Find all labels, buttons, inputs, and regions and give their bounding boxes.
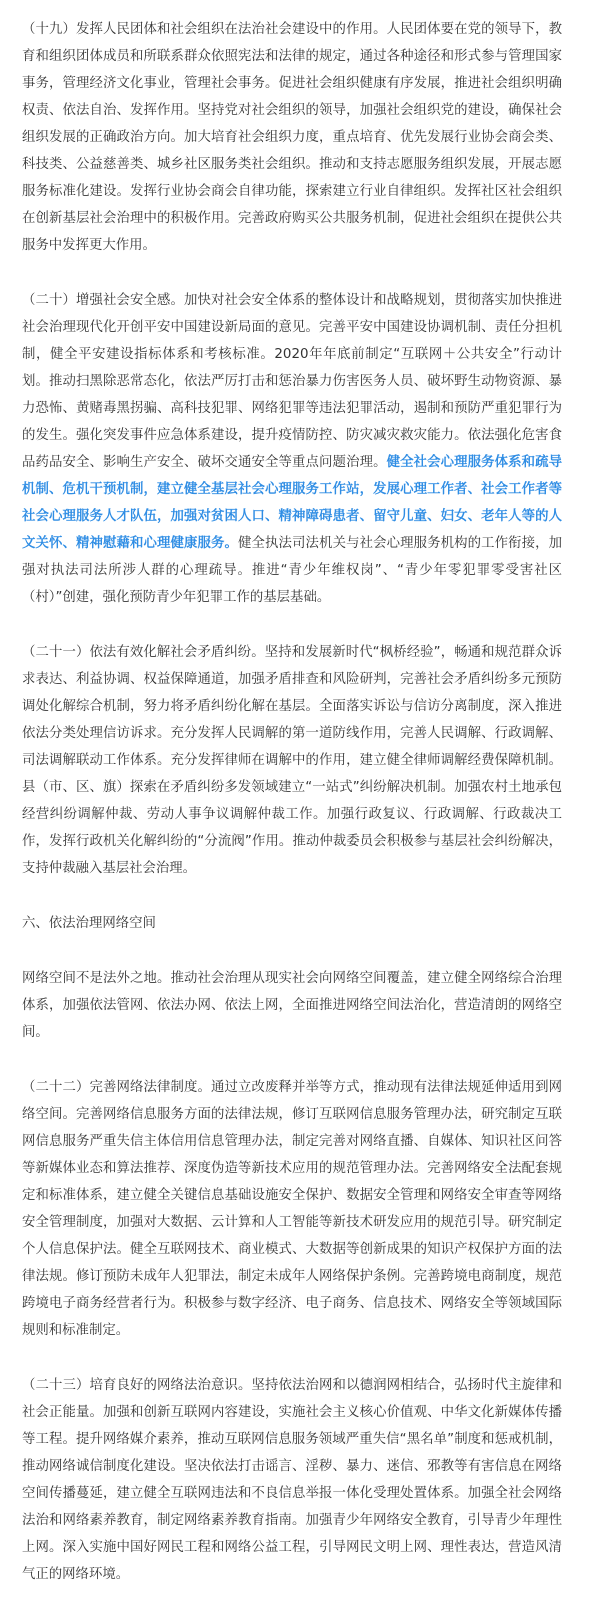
paragraph-21: （二十一）依法有效化解社会矛盾纠纷。坚持和发展新时代“枫桥经验”，畅通和规范群众诉求表达、利益协调、权益保障通道，加强矛盾排查和风险研判，完善社会矛盾纠纷多元预防调处化解综合机制，努力将矛盾纠纷化解在基层。全面落实诉讼与信访分离制度，深入推进依法分类处理信访诉求。充分发挥人民调解的第一道防线作用，完善人民调解、行政调解、司法调解联动工作体系。充分发挥律师在调解中的作用，建立健全律师调解经费保障机制。县（市、区、旗）探索在矛盾纠纷多发领域建立“一站式”纠纷解决机制。加强农村土地承包经营纠纷调解仲裁、劳动人事争议调解仲裁工作。加强行政复议、行政调解、行政裁决工作，发挥行政机关化解纠纷的“分流阀”作用。推动仲裁委员会积极参与基层社会纠纷解决，支持仲裁融入基层社会治理。: [22, 645, 562, 876]
paragraph-22: （二十二）完善网络法律制度。通过立改废释并举等方式，推动现有法律法规延伸适用到网络空间。完善网络信息服务方面的法律法规，修订互联网信息服务管理办法，研究制定互联网信息服务严重失信主体信用信息管理办法，制定完善对网络直播、自媒体、知识社区问答等新媒体业态和算法推荐、深度伪造等新技术应用的规范管理办法。完善网络安全法配套规定和标准体系，建立健全关键信息基础设施安全保护、数据安全管理和网络安全审查等网络安全管理制度，加强对大数据、云计算和人工智能等新技术研发应用的规范引导。研究制定个人信息保护法。健全互联网技术、商业模式、大数据等创新成果的知识产权保护方面的法律法规。修订预防未成年人犯罪法，制定未成年人网络保护条例。完善跨境电商制度，规范跨境电子商务经营者行为。积极参与数字经济、电子商务、信息技术、网络安全等领域国际规则和标准制定。: [22, 1080, 562, 1338]
paragraph-20-text: （二十）增强社会安全感。加快对社会安全体系的整体设计和战略规划，贯彻落实加快推进社会治理现代化开创平安中国建设新局面的意见。完善平安中国建设协调机制、责任分担机制，健全平安建设指标体系和考核标准。2020年年底前制定“互联网＋公共安全”行动计划。推动扫黑除恶常态化，依法严厉打击和惩治暴力伤害医务人员、破坏野生动物资源、暴力恐怖、黄赌毒黑拐骗、高科技犯罪、网络犯罪等违法犯罪活动，遏制和预防严重犯罪行为的发生。强化突发事件应急体系建设，提升疫情防控、防灾减灾救灾能力。依法强化危害食品药品安全、影响生产安全、破坏交通安全等重点问题治理。: [22, 293, 562, 470]
paragraph-23: （二十三）培育良好的网络法治意识。坚持依法治网和以德润网相结合，弘扬时代主旋律和社会正能量。加强和创新互联网内容建设，实施社会主义核心价值观、中华文化新媒体传播等工程。提升网络媒介素养，推动互联网信息服务领域严重失信“黑名单”制度和惩戒机制，推动网络诚信制度化建设。坚决依法打击谣言、淫秽、暴力、迷信、邪教等有害信息在网络空间传播蔓延，建立健全互联网违法和不良信息举报一体化受理处置体系。加强全社会网络法治和网络素养教育，制定网络素养教育指南。加强青少年网络安全教育，引导青少年理性上网。深入实施中国好网民工程和网络公益工程，引导网民文明上网、理性表达，营造风清气正的网络环境。: [22, 1378, 562, 1582]
paragraph-20: [22, 287, 562, 611]
paragraph-20-text-end: 健全执法司法机关与社会心理服务机构的工作衔接，加强对执法司法所涉人群的心理疏导。推进“青少年维权岗”、“青少年零犯罪零受害社区（村）”创建，强化预防青少年犯罪工作的基层基础。: [22, 536, 563, 605]
section-6-heading: 六、依法治理网络空间: [22, 916, 156, 931]
section-6-intro: 网络空间不是法外之地。推动社会治理从现实社会向网络空间覆盖，建立健全网络综合治理体系，加强依法管网、依法办网、依法上网，全面推进网络空间法治化，营造清朗的网络空间。: [22, 971, 562, 1040]
paragraph-19: （十九）发挥人民团体和社会组织在法治社会建设中的作用。人民团体要在党的领导下，教育和组织团体成员和所联系群众依照宪法和法律的规定，通过各种途径和形式参与管理国家事务，管理经济文化事业，管理社会事务。促进社会组织健康有序发展，推进社会组织明确权责、依法自治、发挥作用。坚持党对社会组织的领导，加强社会组织党的建设，确保社会组织发展的正确政治方向。加大培育社会组织力度，重点培育、优先发展行业协会商会类、科技类、公益慈善类、城乡社区服务类社会组织。推动和支持志愿服务组织发展，开展志愿服务标准化建设。发挥行业协会商会自律功能，探索建立行业自律组织。发挥社区社会组织在创新基层社会治理中的积极作用。完善政府购买公共服务机制，促进社会组织在提供公共服务中发挥更大作用。: [22, 22, 562, 253]
article-body: [22, 16, 562, 1616]
paragraph-20-highlight: 健全社会心理服务体系和疏导机制、危机干预机制，建立健全基层社会心理服务工作站，发展心理工作者、社会工作者等社会心理服务人才队伍，加强对贫困人口、精神障碍患者、留守儿童、妇女、老年人等的人文关怀、精神慰藉和心理健康服务。: [22, 455, 563, 551]
